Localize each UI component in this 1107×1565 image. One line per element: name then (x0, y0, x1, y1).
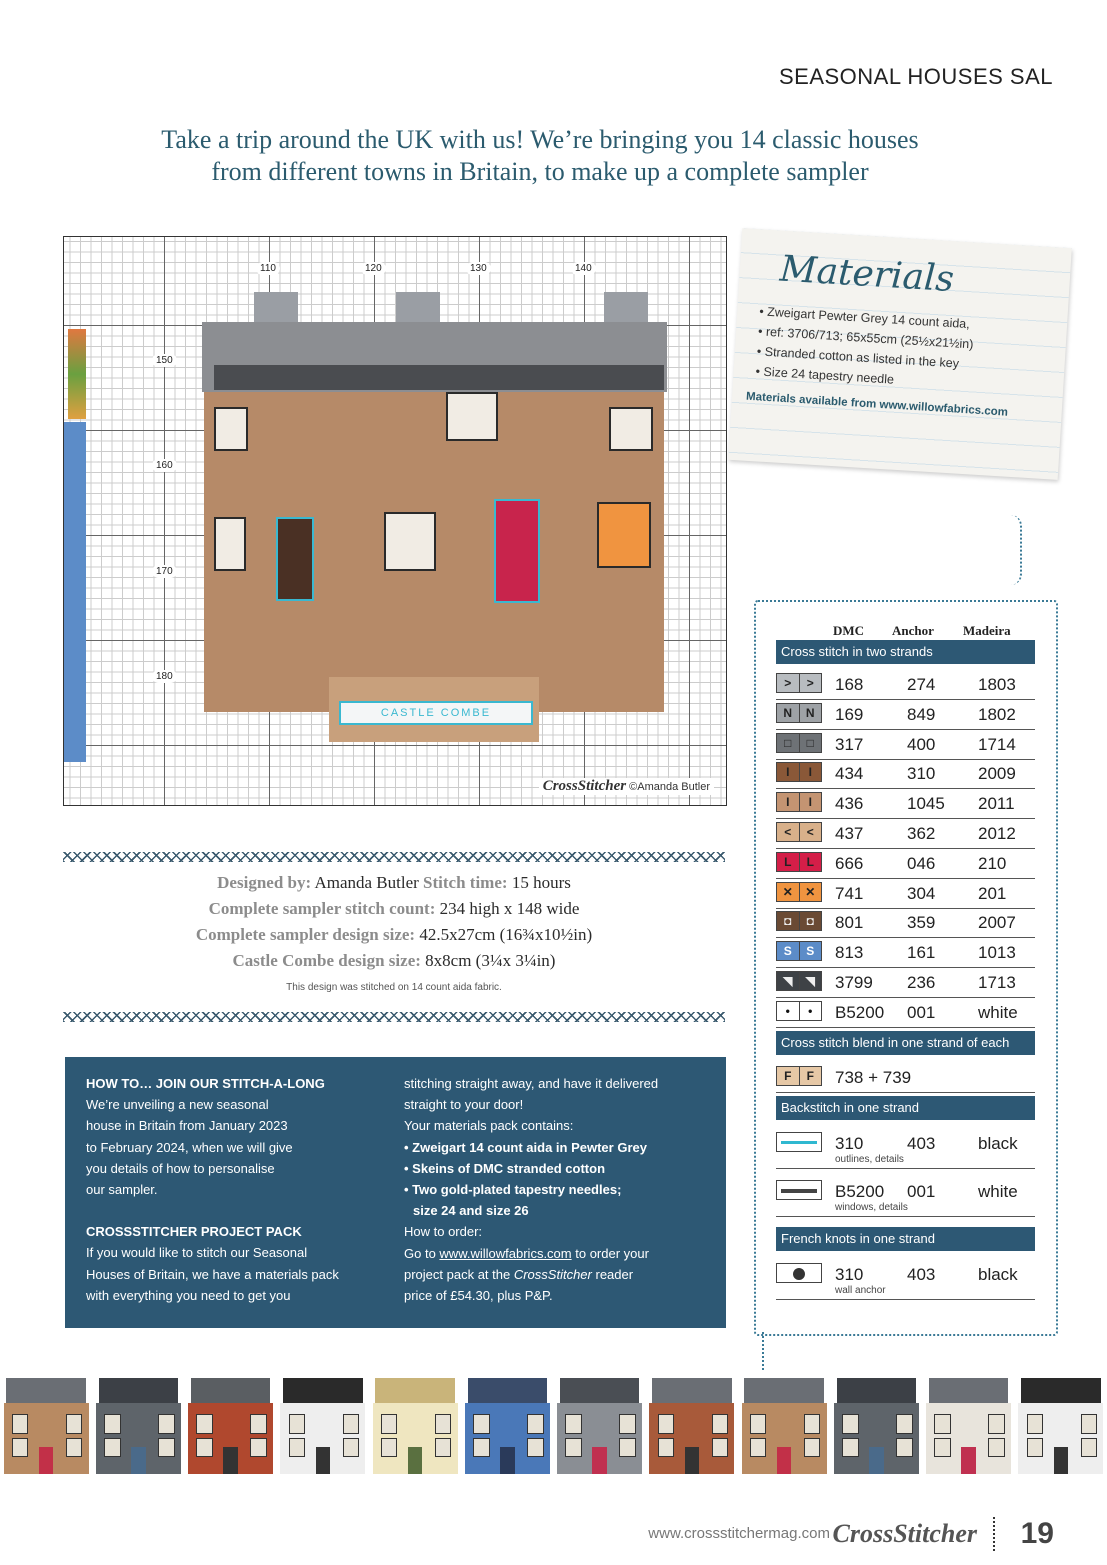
key-header-dmc: DMC (833, 623, 865, 638)
house-thumbnail (555, 1378, 645, 1474)
key-anchor: 274 (907, 675, 936, 694)
house-thumbnail-window (804, 1414, 820, 1433)
row-tick: 180 (152, 670, 177, 683)
house-thumbnail-window (527, 1438, 543, 1457)
key-row (776, 699, 1035, 730)
chart-window (384, 512, 436, 571)
house-thumbnail-window (104, 1414, 120, 1433)
key-row (776, 729, 1035, 760)
house-thumbnail-window (289, 1414, 305, 1433)
spec-label: Designed by: (217, 873, 312, 892)
house-thumbnail-door (685, 1447, 699, 1474)
key-backstitch-swatch (776, 1132, 822, 1152)
materials-item: • Zweigart Pewter Grey 14 count aida, (759, 301, 975, 334)
key-symbol: ◘ (777, 912, 800, 930)
howto-text: to February 2024, when we will give (86, 1139, 293, 1155)
key-anchor: 359 (907, 913, 936, 933)
house-thumbnail (370, 1378, 460, 1474)
house-thumbnail-door (777, 1447, 791, 1474)
house-thumbnail-door (961, 1447, 975, 1474)
house-thumbnail-door (223, 1447, 237, 1474)
spec-value: 8x8cm (3¼x 3¼in) (425, 951, 556, 970)
key-anchor: 310 (907, 764, 936, 784)
house-thumbnail-window (289, 1438, 305, 1457)
design-specs (63, 870, 725, 974)
fabric-note: This design was stitched on 14 count aida fabric. (286, 982, 502, 993)
key-row (776, 758, 1035, 789)
howto-text: Houses of Britain, we have a materials pack (86, 1266, 339, 1282)
key-section-french: French knots in one strand (776, 1227, 1035, 1251)
col-tick: 110 (256, 262, 280, 275)
key-anchor: 400 (907, 734, 936, 754)
key-row (776, 848, 1035, 879)
key-symbol: • (777, 1002, 800, 1020)
materials-card (728, 228, 1072, 480)
house-thumbnail-window (196, 1438, 212, 1457)
house-thumbnail-window (196, 1414, 212, 1433)
series-title: SEASONAL HOUSES SAL (778, 64, 1053, 89)
key-swatch (776, 733, 822, 753)
intro-line-2: from different towns in Britain, to make up a complete sampler (211, 157, 869, 186)
row-tick: 160 (152, 459, 177, 472)
house-thumbnail-window (842, 1414, 858, 1433)
chart-credit (539, 778, 714, 795)
order-text: to order your (571, 1245, 649, 1261)
pack-item: • Zweigart 14 count aida in Pewter Grey (404, 1139, 647, 1155)
key-swatch (776, 703, 822, 723)
key-dmc: 738 + 739 (835, 1068, 912, 1087)
house-thumbnail-window (896, 1414, 912, 1433)
house-thumbnail-window (1081, 1438, 1097, 1457)
row-tick: 150 (152, 354, 177, 367)
key-madeira: black (978, 1265, 1018, 1284)
order-text: Go to (404, 1245, 440, 1261)
house-thumbnail-window (381, 1414, 397, 1433)
decorative-thread (1000, 515, 1022, 585)
house-thumbnail-door (131, 1447, 145, 1474)
house-thumbnail-window (565, 1414, 581, 1433)
chart-left-border-motif (64, 307, 90, 697)
materials-title: Materials (778, 248, 956, 301)
key-madeira: 1713 (978, 973, 1016, 992)
spec-label: Stitch time: (423, 873, 508, 892)
materials-availability: Materials available from www.willowfabrics.com (745, 390, 1009, 419)
key-anchor: 304 (907, 883, 936, 903)
key-symbol: I (777, 763, 800, 781)
credit-text: ©Amanda Butler (629, 781, 710, 793)
materials-list (755, 301, 975, 394)
howto-text: If you would like to stitch our Seasonal (86, 1245, 308, 1261)
house-thumbnail (1016, 1378, 1106, 1474)
key-dmc: 169 (835, 704, 864, 724)
house-thumbnail-window (565, 1438, 581, 1457)
chart-nameplate: CASTLE COMBE (339, 701, 533, 725)
house-thumbnail-door (408, 1447, 422, 1474)
cross-stitch-chart (63, 236, 727, 806)
house-thumbnail-window (896, 1438, 912, 1457)
house-thumbnail (831, 1378, 921, 1474)
key-dmc: 310 (835, 1134, 864, 1153)
house-thumbnail-window (712, 1438, 728, 1457)
willow-fabrics-link[interactable]: www.willowfabrics.com (439, 1245, 572, 1261)
thread-key (754, 600, 1058, 1336)
howto-text: We’re unveiling a new seasonal (86, 1097, 269, 1113)
key-anchor: 849 (907, 704, 936, 724)
separator (63, 1012, 725, 1022)
house-thumbnail (93, 1378, 183, 1474)
key-row (776, 967, 1035, 998)
house-thumbnail-window (988, 1438, 1004, 1457)
house-thumbnail-window (619, 1414, 635, 1433)
key-symbol: I (800, 793, 822, 811)
row-tick: 170 (152, 565, 177, 578)
key-symbol: ✕ (800, 883, 822, 901)
key-swatch (776, 852, 822, 872)
decorative-thread-bottom (762, 1332, 764, 1370)
col-tick: 130 (466, 262, 491, 275)
key-symbol: • (800, 1002, 822, 1020)
key-anchor: 403 (907, 1265, 936, 1284)
house-thumbnail-window (527, 1414, 543, 1433)
house-thumbnail-door (592, 1447, 606, 1474)
separator (63, 852, 725, 862)
key-madeira: 1013 (978, 943, 1016, 963)
spec-value: 234 high x 148 wide (439, 899, 580, 918)
spec-value: 42.5x27cm (16¾x10½in) (419, 925, 593, 944)
intro-text (60, 124, 1020, 188)
house-thumbnail-window (158, 1414, 174, 1433)
key-symbol: ◥ (800, 972, 822, 990)
footer-divider (993, 1517, 995, 1551)
house-thumbnail (739, 1378, 829, 1474)
house-thumbnail-window (842, 1438, 858, 1457)
key-symbol: < (777, 823, 800, 841)
key-symbol: ◘ (800, 912, 822, 930)
key-symbol: N (777, 704, 800, 722)
intro-line-1: Take a trip around the UK with us! We’re bringing you 14 classic houses (161, 125, 919, 154)
howto-text: stitching straight away, and have it delivered (404, 1076, 659, 1091)
key-dmc: 666 (835, 853, 864, 873)
house-thumbnail-window (619, 1438, 635, 1457)
house-thumbnail-window (343, 1414, 359, 1433)
house-thumbnail-window (435, 1414, 451, 1433)
house-thumbnail-window (12, 1438, 28, 1457)
key-row (776, 907, 1035, 938)
house-thumbnail (186, 1378, 276, 1474)
key-symbol: ◥ (777, 972, 800, 990)
key-header-anchor: Anchor (892, 623, 934, 638)
key-swatch (776, 911, 822, 931)
credit-brand: CrossStitcher (542, 778, 627, 794)
page-number: 19 (1020, 1517, 1054, 1550)
key-note: windows, details (835, 1202, 908, 1213)
key-swatch (776, 1001, 822, 1021)
house-thumbnail (278, 1378, 368, 1474)
key-madeira: 2009 (978, 764, 1016, 784)
key-swatch (776, 882, 822, 902)
key-symbol: < (800, 823, 822, 841)
chart-door-left (276, 517, 314, 601)
key-section-cross: Cross stitch in two strands (776, 640, 1035, 664)
house-thumbnail-window (66, 1438, 82, 1457)
pack-item: size 24 and size 26 (413, 1203, 529, 1219)
key-symbol: > (777, 674, 800, 692)
howto-text: house in Britain from January 2023 (86, 1118, 288, 1134)
key-swatch (776, 673, 822, 693)
howto-text: straight to your door! (404, 1097, 524, 1113)
key-symbol: S (800, 942, 822, 960)
key-row-blend (776, 1062, 1035, 1093)
key-madeira: 2007 (978, 913, 1016, 933)
spec-label: Castle Combe design size: (232, 951, 421, 970)
spec-value: Amanda Butler (314, 873, 419, 892)
order-label: How to order: (404, 1224, 483, 1240)
house-thumbnail-window (473, 1438, 489, 1457)
chart-window (214, 517, 246, 571)
key-swatch (776, 762, 822, 782)
order-text: project pack at the (404, 1266, 514, 1282)
house-thumbnail-window (435, 1438, 451, 1457)
key-row (776, 818, 1035, 849)
key-symbol: S (777, 942, 800, 960)
howto-heading: HOW TO… JOIN OUR STITCH-A-LONG (86, 1076, 325, 1091)
pack-item: • Two gold-plated tapestry needles; (404, 1182, 622, 1198)
key-row (776, 997, 1035, 1028)
house-thumbnail-window (473, 1414, 489, 1433)
house-thumbnail-door (316, 1447, 330, 1474)
key-dmc: B5200 (835, 1182, 885, 1201)
key-symbol: F (800, 1067, 822, 1085)
howto-text: with everything you need to get you (86, 1287, 291, 1303)
key-madeira: 2011 (978, 794, 1015, 814)
house-thumbnail-window (750, 1438, 766, 1457)
howto-column-right (404, 1073, 714, 1306)
key-backstitch-swatch (776, 1180, 822, 1200)
chart-window (446, 392, 498, 441)
house-thumbnail (462, 1378, 552, 1474)
key-dmc: 317 (835, 734, 864, 754)
key-row (776, 937, 1035, 968)
key-madeira: 1803 (978, 675, 1016, 694)
key-dmc: 434 (835, 764, 864, 784)
pack-item: • Skeins of DMC stranded cotton (404, 1160, 606, 1176)
key-dmc: 3799 (835, 973, 873, 992)
key-swatch (776, 792, 822, 812)
order-brand: CrossStitcher (513, 1266, 592, 1282)
chart-door-red (494, 499, 540, 603)
key-anchor: 362 (907, 824, 936, 843)
howto-panel (65, 1057, 726, 1328)
key-header-madeira: Madeira (963, 623, 1011, 638)
spec-label: Complete sampler design size: (195, 925, 416, 944)
house-thumbnail-door (500, 1447, 514, 1474)
footer-brand: CrossStitcher (832, 1519, 977, 1548)
key-symbol: □ (800, 734, 822, 752)
howto-text: you details of how to personalise (86, 1160, 275, 1176)
key-symbol: I (800, 763, 822, 781)
key-dmc: 813 (835, 943, 864, 963)
key-symbol: > (800, 674, 822, 692)
house-thumbnail-window (12, 1414, 28, 1433)
key-row-back (776, 1176, 1035, 1217)
key-french-knot-swatch (776, 1263, 822, 1283)
key-dmc: 801 (835, 913, 864, 933)
page-footer (0, 1515, 1107, 1555)
house-thumbnail-door (869, 1447, 883, 1474)
house-thumbnail-window (658, 1438, 674, 1457)
house-roof-eaves (214, 365, 664, 390)
key-section-blend: Cross stitch blend in one strand of each (776, 1031, 1035, 1055)
key-row (776, 788, 1035, 819)
key-swatch (776, 941, 822, 961)
key-symbol: ✕ (777, 883, 800, 901)
key-madeira: white (978, 1182, 1018, 1201)
key-madeira: white (978, 1002, 1018, 1022)
key-symbol: L (777, 853, 800, 871)
order-price: price of £54.30, plus P&P. (404, 1288, 553, 1304)
key-dmc: 310 (835, 1265, 864, 1284)
key-symbol: L (800, 853, 822, 871)
key-row-back (776, 1128, 1035, 1169)
order-text: reader (591, 1266, 634, 1282)
howto-column-left (86, 1073, 386, 1306)
key-note: outlines, details (835, 1154, 904, 1165)
key-anchor: 1045 (907, 794, 945, 814)
key-symbol: N (800, 704, 822, 722)
house-thumbnail-window (381, 1438, 397, 1457)
key-madeira: 2012 (978, 824, 1016, 843)
house-thumbnail-door (39, 1447, 53, 1474)
key-anchor: 403 (907, 1134, 936, 1153)
materials-item: • Size 24 tapestry needle (755, 361, 971, 394)
house-thumbnail-window (934, 1438, 950, 1457)
materials-item: • Stranded cotton as listed in the key (756, 341, 972, 374)
house-thumbnail-window (750, 1414, 766, 1433)
key-dmc: B5200 (835, 1002, 885, 1022)
materials-item: • ref: 3706/713; 65x55cm (25½x21½in) (758, 321, 974, 354)
key-swatch (776, 822, 822, 842)
key-dmc: 741 (835, 883, 864, 903)
house-thumbnail-window (1081, 1414, 1097, 1433)
key-anchor: 001 (907, 1002, 936, 1022)
house-thumbnail (924, 1378, 1014, 1474)
chart-window (214, 407, 248, 451)
house-thumbnail-window (1027, 1438, 1043, 1457)
house-thumbnail-window (104, 1438, 120, 1457)
key-symbol: F (777, 1067, 800, 1085)
houses-strip (0, 1378, 1107, 1474)
key-dmc: 436 (835, 794, 864, 814)
house-thumbnail-window (988, 1414, 1004, 1433)
spec-label: Complete sampler stitch count: (208, 899, 436, 918)
house-thumbnail (647, 1378, 737, 1474)
house-thumbnail-window (158, 1438, 174, 1457)
pack-heading: CROSSSTITCHER PROJECT PACK (86, 1224, 302, 1240)
chart-window (609, 407, 653, 451)
house-thumbnail-window (658, 1414, 674, 1433)
col-tick: 120 (361, 262, 386, 275)
key-madeira: black (978, 1134, 1018, 1153)
house-thumbnail-window (66, 1414, 82, 1433)
key-section-back: Backstitch in one strand (776, 1096, 1035, 1120)
key-dmc: 168 (835, 675, 864, 694)
key-symbol: I (777, 793, 800, 811)
key-madeira: 1714 (978, 734, 1016, 754)
key-anchor: 046 (907, 853, 936, 873)
chart-window (597, 502, 651, 568)
col-tick: 140 (571, 262, 596, 275)
howto-text: Your materials pack contains: (404, 1118, 574, 1134)
key-swatch (776, 1066, 822, 1086)
house-thumbnail-window (804, 1438, 820, 1457)
spec-value: 15 hours (511, 873, 571, 892)
house-thumbnail-window (1027, 1414, 1043, 1433)
key-row (776, 669, 1035, 700)
house-thumbnail (1, 1378, 91, 1474)
house-thumbnail-door (1054, 1447, 1068, 1474)
house-thumbnail-window (934, 1414, 950, 1433)
key-swatch (776, 971, 822, 991)
house-thumbnail-window (712, 1414, 728, 1433)
key-anchor: 161 (907, 943, 936, 963)
key-note: wall anchor (835, 1285, 886, 1296)
key-dmc: 437 (835, 824, 864, 843)
howto-text: our sampler. (86, 1182, 158, 1198)
key-row-french (776, 1259, 1035, 1300)
key-row (776, 878, 1035, 909)
key-symbol: □ (777, 734, 800, 752)
key-madeira: 1802 (978, 704, 1016, 724)
key-anchor: 236 (907, 973, 936, 992)
key-anchor: 001 (907, 1182, 936, 1201)
key-madeira: 210 (978, 853, 1007, 873)
house-thumbnail-window (250, 1414, 266, 1433)
house-thumbnail-window (343, 1438, 359, 1457)
footer-url: www.crossstitchermag.com (648, 1525, 830, 1542)
house-thumbnail-window (250, 1438, 266, 1457)
key-madeira: 201 (978, 883, 1007, 903)
